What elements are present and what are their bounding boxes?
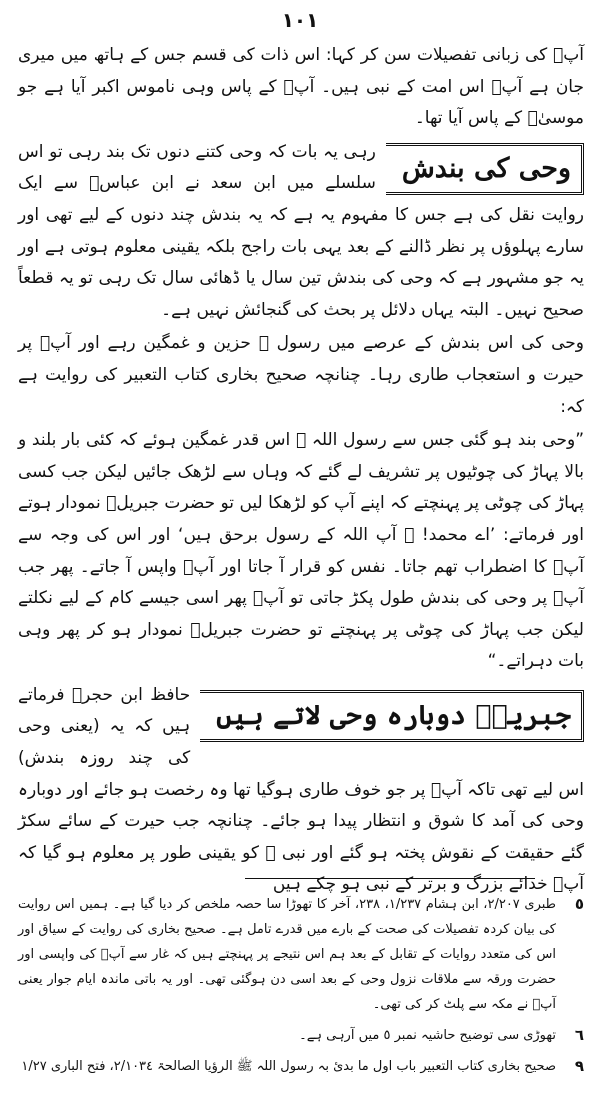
footnote-text: تھوڑی سی توضیح حاشیہ نمبر ٥ میں آرہی ہے۔ [299, 1028, 556, 1043]
paragraph: حافظ ابن حجرؒ فرماتے ہیں کہ یہ (یعنی وحی کی چند روزہ بندش) اس لیے تھی تاکہ آپؐ پر جو خوف طاری ہوگیا تھا وہ رخصت ہو جائے اور دوبارہ وحی کی آمد کا شوق و انتظار پیدا ہو جائے۔ چنانچہ جب حیرت کے سائے سکڑ گئے حقیقت کے نقوش پختہ ہو گئے اور نبی ﷺ کو یقینی طور پر معلوم ہو گیا کہ آپؐ خدائے بزرگ و برتر کے نبی ہو چکے ہیں [18, 684, 584, 895]
hadith-quote: ”وحی بند ہو گئی جس سے رسول اللہ ﷺ اس قدر غمگین ہوئے کہ کئی بار بلند و بالا پہاڑ کی چوٹیوں پر تشریف لے گئے کہ وہاں سے لڑھک جائیں لیکن جب کسی پہاڑ کی چوٹی پر پہنچتے کہ اپنے آپ کو لڑھکا لیں تو حضرت جبریلؑ نمودار ہوتے اور فرماتے: ’اے محمد! ﷺ آپ اللہ کے رسول برحق ہیں‘ اور اس کی وجہ سے آپؐ کا اضطراب تھم جاتا۔ نفس کو قرار آ جاتا اور آپؐ واپس آ جاتے۔ پھر جب آپؐ پر وحی کی بندش طول پکڑ جاتی تو آپؐ پھر اسی جیسے کام کے لیے نکلتے لیکن جب پہاڑ کی چوٹی پر پہنچتے تو حضرت جبریلؑ نمودار ہو کر پھر وہی بات دہراتے۔“ [18, 430, 584, 672]
footnote [18, 1054, 584, 1079]
paragraph: رہی یہ بات کہ وحی کتنے دنوں تک بند رہی تو اس سلسلے میں ابن سعد نے ابن عباسؓ سے ایک روایت نقل کی ہے جس کا مفہوم یہ ہے کہ یہ بندش چند دنوں کے لیے تھی اور سارے پہلوؤں پر نظر ڈالنے کے بعد یہی بات راجح بلکہ یقینی معلوم ہوتی ہے اور یہ جو مشہور ہے کہ وحی کی بندش تین سال یا ڈھائی سال تک رہی تو یہ قطعاً صحیح نہیں۔ البتہ یہاں دلائل پر بحث کی گنجائش نہیں ہے۔ [18, 141, 584, 320]
page-number: ١٠١ [281, 8, 319, 32]
footnote-text: طبری ٢/٢٠٧، ابن ہشام ١/٢٣٧، ٢٣٨، آخر کا تھوڑا سا حصہ ملخص کر دیا گیا ہے۔ ہمیں اس روایت کی بیان کردہ تفصیلات کی صحت کے بارے میں قدرے تامل ہے۔ صحیح بخاری کی روایت کے سیاق اور اس کی متعدد روایات کے تقابل کے بعد ہم اس نتیجے پر پہنچتے ہیں کہ غار سے آپؐ کی واپسی اور حضرت ورقہ سے ملاقات نزول وحی کے بعد اسی دن ہوگئی تھی۔ اور یہ باتی ماندہ ایام جوار یعنی آپؐ نے مکہ سے پلٹ کر کی تھی۔ [18, 897, 557, 1012]
paragraph: وحی کی اس بندش کے عرصے میں رسول ﷺ حزین و غمگین رہے اور آپؐ پر حیرت و استعجاب طاری رہا۔ چنانچہ صحیح بخاری کتاب التعبیر کی روایت ہے کہ: [18, 333, 584, 417]
section-heading-wahi-bandish: وحی کی بندش [386, 143, 584, 195]
footnotes [18, 892, 584, 1085]
footnote [18, 1023, 584, 1048]
main-text [18, 40, 584, 903]
footnote-marker: ٥ [574, 895, 584, 913]
footnote-marker: ٩ [574, 1057, 584, 1075]
footnote-divider [245, 878, 535, 879]
footnote-text: صحیح بخاری کتاب التعبیر باب اول ما بدئ بہ رسول اللہ ﷺ الرؤیا الصالحۃ ٢/١٠٣٤، فتح الباری ١/٢٧ [21, 1059, 556, 1074]
footnote-marker: ٦ [574, 1026, 584, 1044]
section-heading-jibril-returns: جبریلؑ دوبارہ وحی لاتے ہیں [200, 690, 584, 742]
footnote [18, 892, 584, 1017]
paragraph: آپؐ کی زبانی تفصیلات سن کر کہا: اس ذات کی قسم جس کے ہاتھ میں میری جان ہے آپؐ اس امت کے نبی ہیں۔ آپؐ کے پاس وہی ناموس اکبر آیا ہے جو موسیٰؑ کے پاس آیا تھا۔ [18, 45, 584, 129]
